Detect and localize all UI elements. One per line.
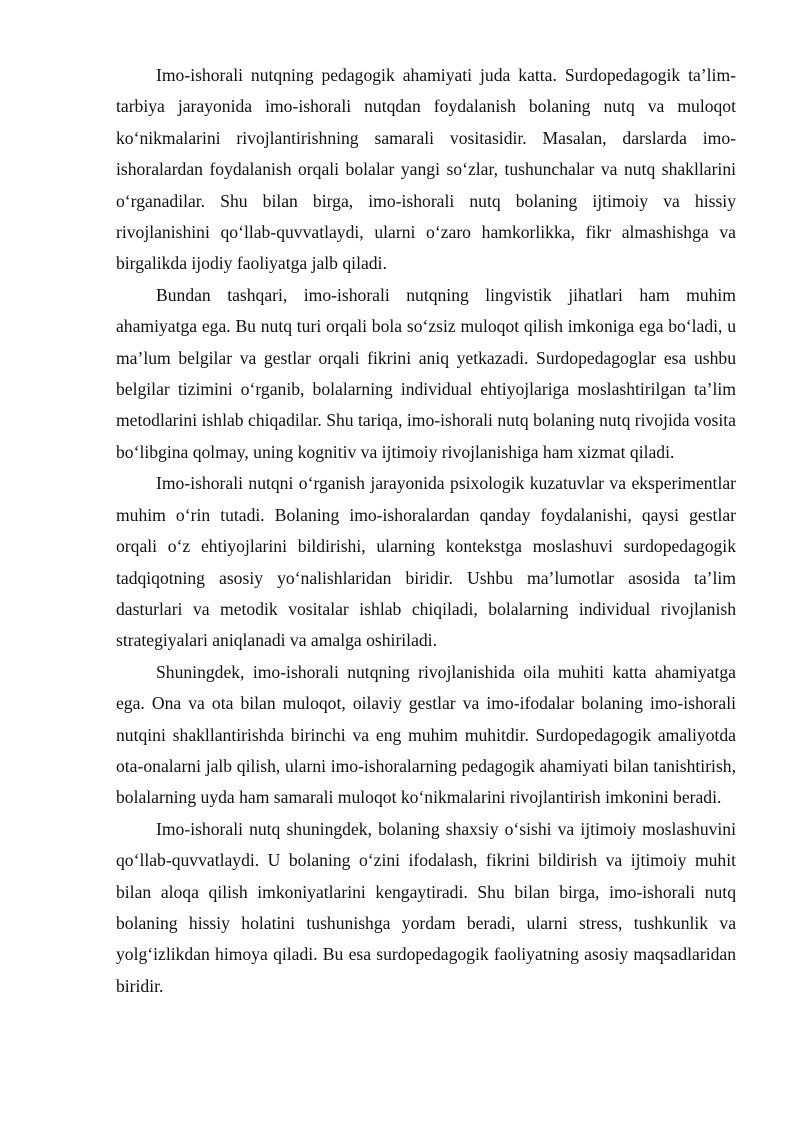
paragraph-5: Imo-ishorali nutq shuningdek, bolaning shaxsiy o‘sishi va ijtimoiy moslashuvini qo‘llab-quvvatlaydi. U bolaning o‘zini ifodalash, fikrini bildirish va ijtimoiy muhit bilan aloqa qilish imkoniyatlarini kengaytiradi. Shu bilan birga, imo-ishorali nutq bolaning hissiy holatini tushunishga yordam beradi, ularni stress, tushkunlik va yolg‘izlikdan himoya qiladi. Bu esa surdopedagogik faoliyatning asosiy maqsadlaridan biridir. — [116, 818, 736, 996]
body-text — [116, 60, 736, 1002]
paragraph-1: Imo-ishorali nutqning pedagogik ahamiyati juda katta. Surdopedagogik ta’lim-tarbiya jarayonida imo-ishorali nutqdan foydalanish bolaning nutq va muloqot ko‘nikmalarini rivojlantirishning samarali vositasidir. Masalan, darslarda imo-ishoralardan foydalanish orqali bolalar yangi so‘zlar, tushunchalar va nutq shakllarini o‘rganadilar. Shu bilan birga, imo-ishorali nutq bolaning ijtimoiy va hissiy rivojlanishini qo‘llab-quvvatlaydi, ularni o‘zaro hamkorlikka, fikr almashishga va birgalikda ijodiy faoliyatga jalb qiladi. — [116, 65, 736, 274]
paragraph-3: Imo-ishorali nutqni o‘rganish jarayonida psixologik kuzatuvlar va eksperimentlar muhim o‘rin tutadi. Bolaning imo-ishoralardan qanday foydalanishi, qaysi gestlar orqali o‘z ehtiyojlarini bildirishi, ularning kontekstga moslashuvi surdopedagogik tadqiqotning asosiy yo‘nalishlaridan biridir. Ushbu ma’lumotlar asosida ta’lim dasturlari va metodik vositalar ishlab chiqiladi, bolalarning individual rivojlanish strategiyalari aniqlanadi va amalga oshiriladi. — [116, 473, 736, 651]
paragraph-2: Bundan tashqari, imo-ishorali nutqning lingvistik jihatlari ham muhim ahamiyatga ega. Bu nutq turi orqali bola so‘zsiz muloqot qilish imkoniga ega bo‘ladi, u ma’lum belgilar va gestlar orqali fikrini aniq yetkazadi. Surdopedagoglar esa ushbu belgilar tizimini o‘rganib, bolalarning individual ehtiyojlariga moslashtirilgan ta’lim metodlarini ishlab chiqadilar. Shu tariqa, imo-ishorali nutq bolaning nutq rivojida vosita bo‘libgina qolmay, uning kognitiv va ijtimoiy rivojlanishiga ham xizmat qiladi. — [116, 284, 736, 462]
paragraph-4: Shuningdek, imo-ishorali nutqning rivojlanishida oila muhiti katta ahamiyatga ega. Ona va ota bilan muloqot, oilaviy gestlar va imo-ifodalar bolaning imo-ishorali nutqini shakllantirishda birinchi va eng muhim muhitdir. Surdopedagogik amaliyotda ota-onalarni jalb qilish, ularni imo-ishoralarning pedagogik ahamiyati bilan tanishtirish, bolalarning uyda ham samarali muloqot ko‘nikmalarini rivojlantirish imkonini beradi. — [116, 661, 736, 808]
